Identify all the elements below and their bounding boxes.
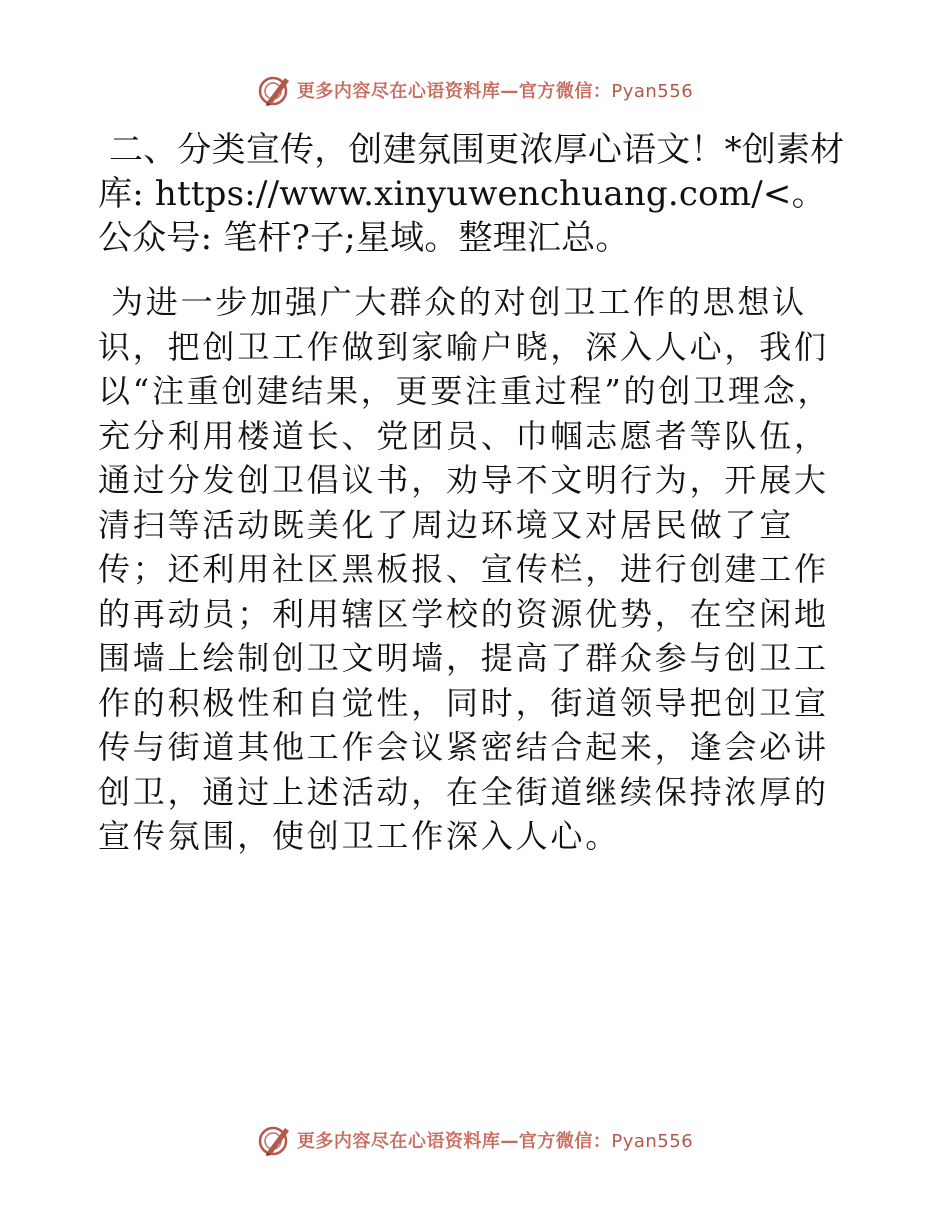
footer-watermark-banner — [0, 1120, 950, 1160]
footer-watermark-slogan: 更多内容尽在心语资料库—官方微信： — [296, 1131, 612, 1152]
body-paragraph: 为进一步加强广大群众的对创卫工作的思想认识，把创卫工作做到家喻户晓，深入人心，我们以“注重创建结果，更要注重过程”的创卫理念，充分利用楼道长、党团员、巾帼志愿者等队伍，通过分发创卫倡议书，劝导不文明行为，开展大清扫等活动既美化了周边环境又对居民做了宣传；还利用社区黑板报、宣传栏，进行创建工作的再动员；利用辖区学校的资源优势，在空闲地围墙上绘制创卫文明墙，提高了群众参与创卫工作的积极性和自觉性，同时，街道领导把创卫宣传与街道其他工作会议紧密结合起来，逢会必讲创卫，通过上述活动，在全街道继续保持浓厚的宣传氛围，使创卫工作深入人心。 — [98, 283, 833, 855]
heading-paragraph: 二、分类宣传，创建氛围更浓厚心语文！*创素材库: https://www.xinyuwenchuang.com/<。公众号: 笔杆?子;星域。整理汇总。 — [98, 130, 845, 258]
header-watermark-banner — [0, 70, 950, 110]
footer-watermark-id: Pyan556 — [611, 1131, 694, 1152]
header-watermark-slogan: 更多内容尽在心语资料库—官方微信： — [296, 81, 612, 102]
pen-logo-icon — [257, 1122, 293, 1158]
footer-watermark-text — [297, 1127, 693, 1153]
pen-logo-icon — [257, 72, 293, 108]
header-watermark-text — [297, 77, 693, 103]
header-watermark-id: Pyan556 — [611, 81, 694, 102]
document-body — [98, 128, 850, 859]
